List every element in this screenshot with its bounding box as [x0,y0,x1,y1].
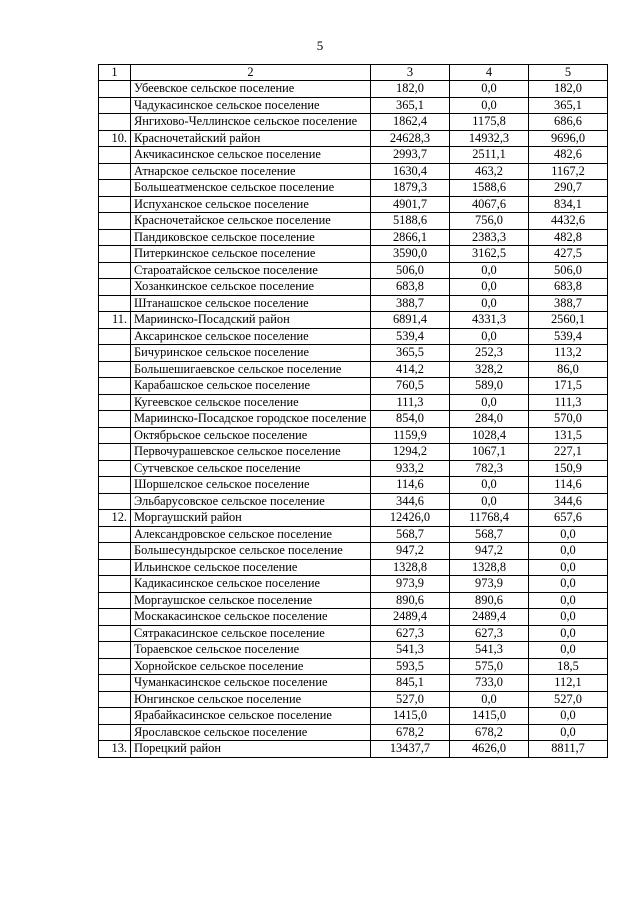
table-row [99,609,608,626]
row-value-4-cell: 2489,4 [450,609,529,626]
table-row [99,477,608,494]
row-name-cell: Моргаушский район [131,510,371,527]
row-value-5-cell: 427,5 [529,246,608,263]
row-value-4-cell: 11768,4 [450,510,529,527]
row-value-5-cell: 0,0 [529,609,608,626]
row-number-cell [99,526,131,543]
table-row [99,658,608,675]
row-number-cell [99,477,131,494]
row-number-cell [99,609,131,626]
page-number: 5 [316,38,324,53]
row-number-cell [99,576,131,593]
row-value-4-cell: 890,6 [450,592,529,609]
row-number-cell [99,361,131,378]
row-value-4-cell: 252,3 [450,345,529,362]
row-number-cell [99,81,131,98]
row-name-cell: Атнарское сельское поселение [131,163,371,180]
row-name-cell: Мариинско-Посадское городское поселение [131,411,371,428]
row-value-3-cell: 1630,4 [371,163,450,180]
row-value-4-cell: 568,7 [450,526,529,543]
row-value-4-cell: 2383,3 [450,229,529,246]
row-value-4-cell: 14932,3 [450,130,529,147]
row-value-3-cell: 114,6 [371,477,450,494]
row-number-cell: 10. [99,130,131,147]
row-value-3-cell: 388,7 [371,295,450,312]
table-row [99,510,608,527]
column-header-3: 3 [371,65,450,81]
column-header-2: 2 [131,65,371,81]
table-row [99,675,608,692]
row-value-4-cell: 0,0 [450,279,529,296]
row-number-cell [99,196,131,213]
row-value-4-cell: 756,0 [450,213,529,230]
row-value-3-cell: 1328,8 [371,559,450,576]
row-value-3-cell: 760,5 [371,378,450,395]
table-row [99,345,608,362]
row-number-cell [99,246,131,263]
row-value-5-cell: 683,8 [529,279,608,296]
row-value-3-cell: 1415,0 [371,708,450,725]
row-name-cell: Ярабайкасинское сельское поселение [131,708,371,725]
row-name-cell: Чуманкасинское сельское поселение [131,675,371,692]
row-value-3-cell: 1159,9 [371,427,450,444]
row-value-4-cell: 328,2 [450,361,529,378]
column-header-5: 5 [529,65,608,81]
row-value-4-cell: 733,0 [450,675,529,692]
row-name-cell: Янгихово-Челлинское сельское поселение [131,114,371,131]
row-value-3-cell: 678,2 [371,724,450,741]
row-name-cell: Хозанкинское сельское поселение [131,279,371,296]
table-row [99,493,608,510]
row-value-5-cell: 0,0 [529,724,608,741]
row-name-cell: Мариинско-Посадский район [131,312,371,329]
row-number-cell [99,675,131,692]
row-number-cell [99,180,131,197]
row-value-5-cell: 506,0 [529,262,608,279]
budget-table [98,64,608,758]
row-value-5-cell: 111,3 [529,394,608,411]
row-value-5-cell: 482,6 [529,147,608,164]
row-value-5-cell: 0,0 [529,543,608,560]
row-name-cell: Тораевское сельское поселение [131,642,371,659]
row-name-cell: Октябрьское сельское поселение [131,427,371,444]
row-value-3-cell: 1294,2 [371,444,450,461]
row-number-cell [99,460,131,477]
table-row [99,576,608,593]
row-value-5-cell: 112,1 [529,675,608,692]
row-value-5-cell: 570,0 [529,411,608,428]
row-name-cell: Красночетайское сельское поселение [131,213,371,230]
row-number-cell [99,724,131,741]
row-value-4-cell: 1415,0 [450,708,529,725]
row-name-cell: Акчикасинское сельское поселение [131,147,371,164]
row-value-4-cell: 0,0 [450,262,529,279]
row-value-3-cell: 541,3 [371,642,450,659]
row-value-5-cell: 365,1 [529,97,608,114]
row-value-4-cell: 1588,6 [450,180,529,197]
row-name-cell: Большешигаевское сельское поселение [131,361,371,378]
row-value-4-cell: 1067,1 [450,444,529,461]
row-number-cell [99,378,131,395]
row-value-4-cell: 541,3 [450,642,529,659]
row-value-5-cell: 2560,1 [529,312,608,329]
row-value-4-cell: 1328,8 [450,559,529,576]
row-value-5-cell: 171,5 [529,378,608,395]
row-number-cell [99,147,131,164]
row-name-cell: Карабашское сельское поселение [131,378,371,395]
row-number-cell [99,559,131,576]
row-value-5-cell: 0,0 [529,625,608,642]
row-value-4-cell: 463,2 [450,163,529,180]
row-value-5-cell: 657,6 [529,510,608,527]
row-value-4-cell: 575,0 [450,658,529,675]
row-value-3-cell: 973,9 [371,576,450,593]
row-name-cell: Шоршелское сельское поселение [131,477,371,494]
row-value-4-cell: 947,2 [450,543,529,560]
row-value-3-cell: 1879,3 [371,180,450,197]
row-value-4-cell: 2511,1 [450,147,529,164]
row-value-3-cell: 568,7 [371,526,450,543]
table-row [99,97,608,114]
row-value-5-cell: 0,0 [529,708,608,725]
row-value-3-cell: 683,8 [371,279,450,296]
table-row [99,592,608,609]
row-value-5-cell: 18,5 [529,658,608,675]
row-value-5-cell: 0,0 [529,576,608,593]
row-number-cell [99,427,131,444]
row-name-cell: Испуханское сельское поселение [131,196,371,213]
row-name-cell: Ярославское сельское поселение [131,724,371,741]
table-body [99,81,608,758]
table-row [99,724,608,741]
row-value-4-cell: 627,3 [450,625,529,642]
row-value-3-cell: 2993,7 [371,147,450,164]
row-name-cell: Кугеевское сельское поселение [131,394,371,411]
row-number-cell: 13. [99,741,131,758]
row-value-4-cell: 0,0 [450,328,529,345]
row-value-3-cell: 365,1 [371,97,450,114]
row-number-cell [99,229,131,246]
row-number-cell [99,279,131,296]
table-row [99,180,608,197]
table-row [99,163,608,180]
row-value-3-cell: 2866,1 [371,229,450,246]
table-row [99,741,608,758]
row-name-cell: Чадукасинское сельское поселение [131,97,371,114]
table-row [99,691,608,708]
row-name-cell: Ильинское сельское поселение [131,559,371,576]
row-value-3-cell: 5188,6 [371,213,450,230]
table-row [99,460,608,477]
row-value-4-cell: 0,0 [450,81,529,98]
row-value-4-cell: 0,0 [450,691,529,708]
row-name-cell: Эльбарусовское сельское поселение [131,493,371,510]
table-row [99,378,608,395]
row-value-3-cell: 13437,7 [371,741,450,758]
row-number-cell: 11. [99,312,131,329]
row-value-3-cell: 6891,4 [371,312,450,329]
row-value-5-cell: 290,7 [529,180,608,197]
row-name-cell: Сутчевское сельское поселение [131,460,371,477]
row-number-cell [99,262,131,279]
table-row [99,229,608,246]
table-header-row [99,65,608,81]
row-value-5-cell: 86,0 [529,361,608,378]
row-value-5-cell: 131,5 [529,427,608,444]
row-number-cell [99,213,131,230]
row-value-3-cell: 365,5 [371,345,450,362]
table-row [99,559,608,576]
table-row [99,130,608,147]
table-row [99,147,608,164]
table-row [99,312,608,329]
row-value-3-cell: 414,2 [371,361,450,378]
row-number-cell [99,625,131,642]
row-value-3-cell: 2489,4 [371,609,450,626]
row-name-cell: Штанашское сельское поселение [131,295,371,312]
row-number-cell [99,328,131,345]
table-row [99,262,608,279]
row-value-4-cell: 0,0 [450,493,529,510]
row-number-cell [99,163,131,180]
row-value-3-cell: 1862,4 [371,114,450,131]
row-name-cell: Красночетайский район [131,130,371,147]
table-row [99,625,608,642]
row-value-4-cell: 0,0 [450,97,529,114]
row-number-cell [99,658,131,675]
row-value-5-cell: 9696,0 [529,130,608,147]
row-name-cell: Большесундырское сельское поселение [131,543,371,560]
row-number-cell [99,592,131,609]
row-value-5-cell: 388,7 [529,295,608,312]
row-value-4-cell: 1028,4 [450,427,529,444]
table-row [99,642,608,659]
row-value-3-cell: 344,6 [371,493,450,510]
table-row [99,708,608,725]
row-name-cell: Убеевское сельское поселение [131,81,371,98]
table-row [99,213,608,230]
row-value-5-cell: 114,6 [529,477,608,494]
row-value-3-cell: 593,5 [371,658,450,675]
row-value-3-cell: 845,1 [371,675,450,692]
row-number-cell [99,345,131,362]
row-name-cell: Аксаринское сельское поселение [131,328,371,345]
row-name-cell: Бичуринское сельское поселение [131,345,371,362]
row-name-cell: Порецкий район [131,741,371,758]
row-value-5-cell: 0,0 [529,559,608,576]
row-value-5-cell: 344,6 [529,493,608,510]
row-value-4-cell: 0,0 [450,295,529,312]
row-value-3-cell: 854,0 [371,411,450,428]
row-value-3-cell: 111,3 [371,394,450,411]
row-value-3-cell: 539,4 [371,328,450,345]
row-value-5-cell: 1167,2 [529,163,608,180]
row-name-cell: Моргаушское сельское поселение [131,592,371,609]
row-name-cell: Пандиковское сельское поселение [131,229,371,246]
row-value-4-cell: 3162,5 [450,246,529,263]
table-row [99,196,608,213]
row-name-cell: Первочурашевское сельское поселение [131,444,371,461]
row-value-5-cell: 182,0 [529,81,608,98]
row-value-4-cell: 0,0 [450,394,529,411]
row-number-cell [99,394,131,411]
row-number-cell [99,642,131,659]
row-number-cell [99,493,131,510]
row-number-cell [99,114,131,131]
table-row [99,394,608,411]
row-value-3-cell: 182,0 [371,81,450,98]
table-row [99,279,608,296]
row-value-4-cell: 284,0 [450,411,529,428]
table-row [99,328,608,345]
row-value-4-cell: 4331,3 [450,312,529,329]
row-value-3-cell: 933,2 [371,460,450,477]
row-value-5-cell: 113,2 [529,345,608,362]
row-value-4-cell: 4067,6 [450,196,529,213]
row-value-4-cell: 4626,0 [450,741,529,758]
table-row [99,246,608,263]
row-value-4-cell: 782,3 [450,460,529,477]
row-value-3-cell: 12426,0 [371,510,450,527]
row-value-3-cell: 4901,7 [371,196,450,213]
row-value-3-cell: 24628,3 [371,130,450,147]
table-row [99,444,608,461]
row-value-5-cell: 227,1 [529,444,608,461]
table-row [99,543,608,560]
row-value-5-cell: 0,0 [529,592,608,609]
row-value-5-cell: 4432,6 [529,213,608,230]
row-value-3-cell: 890,6 [371,592,450,609]
table-row [99,295,608,312]
row-name-cell: Большеатменское сельское поселение [131,180,371,197]
row-value-4-cell: 589,0 [450,378,529,395]
table-row [99,526,608,543]
row-value-4-cell: 973,9 [450,576,529,593]
row-value-5-cell: 150,9 [529,460,608,477]
table-row [99,114,608,131]
row-name-cell: Александровское сельское поселение [131,526,371,543]
row-name-cell: Сятракасинское сельское поселение [131,625,371,642]
row-name-cell: Кадикасинское сельское поселение [131,576,371,593]
row-value-5-cell: 482,8 [529,229,608,246]
table-row [99,427,608,444]
row-value-4-cell: 678,2 [450,724,529,741]
row-number-cell: 12. [99,510,131,527]
row-value-3-cell: 627,3 [371,625,450,642]
row-value-5-cell: 0,0 [529,526,608,543]
table-row [99,81,608,98]
row-number-cell [99,444,131,461]
row-value-5-cell: 8811,7 [529,741,608,758]
row-number-cell [99,411,131,428]
column-header-4: 4 [450,65,529,81]
row-value-3-cell: 527,0 [371,691,450,708]
row-number-cell [99,295,131,312]
row-value-5-cell: 0,0 [529,642,608,659]
row-value-3-cell: 3590,0 [371,246,450,263]
row-number-cell [99,543,131,560]
row-name-cell: Питеркинское сельское поселение [131,246,371,263]
row-name-cell: Москакасинское сельское поселение [131,609,371,626]
column-header-1: 1 [99,65,131,81]
row-name-cell: Хорнойское сельское поселение [131,658,371,675]
row-value-5-cell: 834,1 [529,196,608,213]
row-value-3-cell: 947,2 [371,543,450,560]
row-name-cell: Юнгинское сельское поселение [131,691,371,708]
row-value-4-cell: 1175,8 [450,114,529,131]
row-value-3-cell: 506,0 [371,262,450,279]
table-row [99,411,608,428]
row-number-cell [99,708,131,725]
table-row [99,361,608,378]
row-name-cell: Староатайское сельское поселение [131,262,371,279]
row-value-5-cell: 539,4 [529,328,608,345]
row-value-5-cell: 686,6 [529,114,608,131]
row-number-cell [99,691,131,708]
row-number-cell [99,97,131,114]
row-value-4-cell: 0,0 [450,477,529,494]
row-value-5-cell: 527,0 [529,691,608,708]
